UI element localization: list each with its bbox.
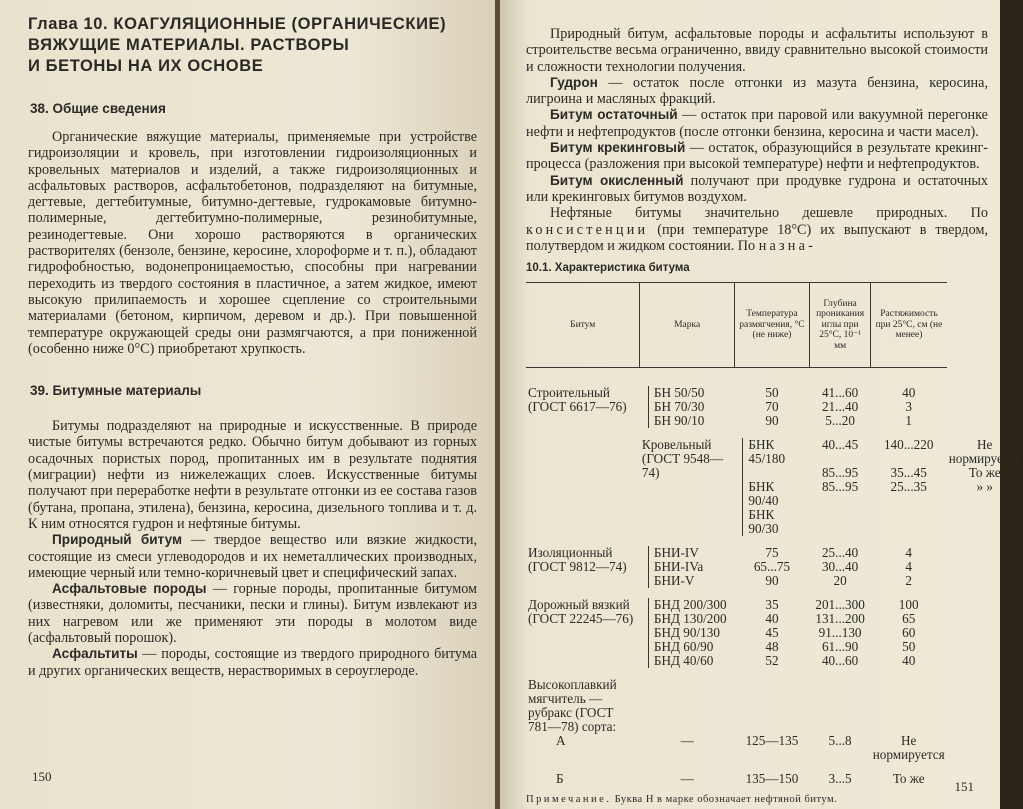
oil-text-spaced-1: консистенции: [526, 221, 649, 238]
chapter-title-line-1: Глава 10. КОАГУЛЯЦИОННЫЕ (ОРГАНИЧЕСКИЕ): [28, 15, 447, 33]
ductility-value: 3: [905, 399, 912, 415]
rubrax-brand: —: [680, 733, 694, 749]
cracking-paragraph: [526, 140, 988, 173]
cracking-text: — остаток, образующийся в результате крекинг-процесса (разложения при высокой температуре) нефти и нефтепродуктов.: [526, 140, 989, 173]
penetration-value: 35...45: [890, 465, 927, 481]
brand-value: БНД 200/300: [653, 597, 727, 613]
softening-value: 48: [765, 639, 779, 655]
brand-value: БНИ-IV: [653, 545, 699, 561]
softening-cell: [734, 368, 809, 429]
table-row: [526, 598, 1023, 668]
oil-text-middle: (при температуре 18°С) их выпускают в твердом, полутвердом и жидком состоянии. По: [526, 221, 988, 254]
penetration-value: 40...60: [821, 653, 859, 669]
asphalt-rocks-text: — горные породы, пропитанные битумом (известняки, доломиты, песчаники, пески и глины). Битум извлекают из них нагревом или же применяют эти породы в молотом виде (асфальтовый порошок).: [28, 581, 478, 647]
tar-text: — остаток после отгонки из мазута бензина, керосина, лигроина и масляных фракций.: [526, 74, 988, 108]
table-row: [526, 546, 1023, 588]
note-label: Примечание.: [526, 794, 612, 806]
ductility-value: 4: [905, 545, 912, 561]
penetration-cell: [809, 368, 870, 429]
softening-value: 35: [765, 597, 779, 613]
softening-value: 45: [765, 625, 779, 641]
brand-cell: [648, 546, 732, 588]
ductility-value: 65: [902, 611, 916, 627]
header-bitumen: Битум: [526, 283, 640, 368]
header-penetration: Глубина проникания иглы при 25°С, 10⁻¹ мм: [809, 283, 870, 368]
softening-value: 40...45: [821, 437, 859, 453]
residual-term: Битум остаточный: [550, 107, 678, 123]
section-38-paragraph: Органические вяжущие материалы, применяемые при устройстве гидроизоляции и кровель, при изготовлении гидроизоляционных и кровельных материалов и изделий, а также гидроизоляционных и асфальтовых растворов, асфальтобетонов, подразделяют на битумные, дегтевые, дегтебитумные, битумно-дегтевые, гудрокамовые битумно-полимерные, дегтебитумно-полимерные, резинобитумные, резинодегтевые. Они хорошо растворяются в органических растворителях (бензоле, бензине, керосине, хлороформе и т. п.), обладают гидрофобностью, водонепроницаемостью, способны при нагревании переходить из твердого состояния в пластичное, а затем жидкое, имеют высокую прилипаемость и хорошее сцепление со строительными материалами (бетоном, кирпичом, деревом и др.). При повышенной температуре окружающей среды они размягчаются, а при пониженной (особенно ниже 0°С) приобретают хрупкость.: [28, 129, 477, 357]
left-page-number: 150: [32, 769, 52, 784]
brand-value: БН 50/50: [653, 385, 705, 401]
penetration-value: 21...40: [821, 399, 859, 415]
table-row: [526, 734, 1023, 762]
brand-cell: [648, 598, 732, 668]
asphalt-rocks-term: Асфальтовые породы: [52, 581, 207, 597]
ductility-cell: [871, 546, 947, 588]
rubrax-ductility: То же: [892, 771, 925, 787]
ductility-value: 40: [902, 385, 916, 401]
oxidized-text: получают при продувке гудрона и остаточных или крекинговых битумов воздухом.: [526, 172, 988, 205]
penetration-value: 131...200: [815, 611, 865, 627]
softening-cell: [734, 546, 809, 588]
cracking-term: Битум крекинговый: [550, 140, 686, 156]
penetration-value: 91...130: [818, 625, 862, 641]
brand-value: БНД 90/130: [653, 625, 720, 641]
bitumen-table: [526, 282, 1023, 786]
softening-value: 52: [765, 653, 779, 669]
softening-cell: [809, 438, 870, 536]
chapter-title: [28, 14, 477, 77]
header-ductility: Растяжимость при 25°С, см (не менее): [871, 283, 947, 368]
ductility-value: 60: [902, 625, 916, 641]
penetration-value: 30...40: [821, 559, 859, 575]
chapter-title-line-2: ВЯЖУЩИЕ МАТЕРИАЛЫ. РАСТВОРЫ: [28, 36, 350, 54]
penetration-cell: [809, 598, 870, 668]
penetration-cell: [809, 546, 870, 588]
ductility-cell: [871, 368, 947, 429]
chapter-title-line-3: И БЕТОНЫ НА ИХ ОСНОВЕ: [28, 57, 264, 75]
ductility-value: 40: [902, 653, 916, 669]
penetration-value: 25...40: [821, 545, 859, 561]
softening-value: 70: [765, 399, 779, 415]
brand-value: БНИ-V: [653, 573, 695, 589]
penetration-value: 61...90: [821, 639, 859, 655]
table-row: [526, 678, 1023, 734]
brand-value: БНК 90/30: [748, 507, 779, 537]
tar-paragraph: [526, 75, 988, 108]
header-brand: Марка: [640, 283, 734, 368]
softening-value: 40: [765, 611, 779, 627]
penetration-value: 140...220: [883, 437, 934, 453]
rubrax-softening: 135—150: [745, 771, 799, 787]
group-name: Дорожный вязкий (ГОСТ 22245—76): [528, 597, 634, 627]
asphaltites-text: — породы, состоящие из твердого природного битума и других органических веществ, нерастворимых в сероуглероде.: [28, 646, 477, 679]
penetration-value: 20: [833, 573, 847, 589]
ductility-value: То же: [968, 465, 1001, 481]
header-softening: Температура размягчения, °С (не ниже): [734, 283, 809, 368]
softening-value: 85...95: [821, 479, 859, 495]
table-header-row: [526, 283, 1023, 368]
oxidized-term: Битум окисленный: [550, 172, 684, 188]
ductility-value: 50: [902, 639, 916, 655]
right-page: [500, 0, 1021, 809]
softening-value: 85...95: [821, 465, 859, 481]
rubrax-penetration: 5...8: [828, 733, 852, 749]
residual-paragraph: [526, 107, 988, 140]
rubrax-brand: —: [680, 771, 694, 787]
ductility-value: 2: [905, 573, 912, 589]
group-name: Строительный (ГОСТ 6617—76): [528, 385, 627, 415]
rubrax-ductility: Не нормируется: [872, 733, 945, 763]
brand-value: БНК 90/40: [748, 479, 779, 509]
ductility-value: » »: [976, 479, 993, 495]
tar-term: Гудрон: [550, 74, 598, 90]
brand-value: БНД 60/90: [653, 639, 714, 655]
rubrax-softening: 125—135: [745, 733, 799, 749]
section-38-title: 38. Общие сведения: [30, 101, 166, 116]
oil-bitumen-paragraph: [526, 205, 988, 254]
asphalt-rocks-paragraph: [28, 581, 477, 646]
group-name: Изоляционный (ГОСТ 9812—74): [528, 545, 627, 575]
ductility-cell: [871, 598, 947, 668]
rubrax-penetration: 3...5: [828, 771, 852, 787]
brand-value: БНД 40/60: [653, 653, 714, 669]
natural-bitumen-paragraph: [28, 532, 477, 581]
penetration-value: 201...300: [815, 597, 865, 613]
softening-cell: [734, 598, 809, 668]
note-text: Буква Н в марке обозначает нефтяной битум.: [611, 794, 838, 806]
penetration-value: 25...35: [890, 479, 927, 495]
brand-value: БНИ-IVa: [653, 559, 704, 575]
rubrax-grade: А: [556, 733, 566, 749]
ductility-cell: [947, 438, 1023, 536]
intro-paragraph: Природный битум, асфальтовые породы и асфальтиты используют в строительстве весьма ограниченно, ввиду сравнительно высокой стоимости и сложности технологии получения.: [526, 26, 988, 75]
ductility-value: Не нормируется: [948, 437, 1021, 467]
natural-bitumen-text: — твердое вещество или вязкие жидкости, состоящие из смеси углеводородов и их неметаллических производных, имеющие черный или темно-коричневый цвет и специфический запах.: [28, 532, 477, 581]
penetration-cell: [871, 438, 947, 536]
ductility-value: 4: [905, 559, 912, 575]
asphaltites-term: Асфальтиты: [52, 646, 138, 662]
softening-value: 75: [765, 545, 779, 561]
ductility-value: 1: [905, 413, 912, 429]
oil-text-spaced-2: назна-: [758, 237, 817, 254]
residual-text: — остаток при паровой или вакуумной перегонке нефти и нефтепродуктов (после отгонки бензина, керосина и части масел).: [526, 107, 988, 140]
table-note: [526, 794, 988, 805]
softening-value: 90: [765, 413, 779, 429]
brand-value: БН 90/10: [653, 413, 705, 429]
softening-value: 90: [765, 573, 779, 589]
ductility-value: 100: [898, 597, 919, 613]
penetration-value: 41...60: [821, 385, 859, 401]
left-page: [0, 0, 497, 809]
softening-value: 50: [765, 385, 779, 401]
oil-text-before: Нефтяные битумы значительно дешевле природных. По: [550, 205, 988, 222]
section-39-title: 39. Битумные материалы: [30, 383, 202, 399]
group-name: Кровельный (ГОСТ 9548—74): [641, 437, 724, 481]
oxidized-paragraph: [526, 173, 988, 206]
right-page-number: 151: [954, 779, 974, 794]
rubrax-name: Высокоплавкий мягчитель — рубракс (ГОСТ 781—78) сорта:: [528, 677, 617, 735]
brand-value: БНК 45/180: [748, 437, 786, 467]
brand-value: БНД 130/200: [653, 611, 727, 627]
penetration-value: 5...20: [825, 413, 855, 429]
natural-bitumen-term: Природный битум: [52, 532, 183, 548]
table-title: 10.1. Характеристика битума: [526, 262, 690, 275]
section-39-paragraph: Битумы подразделяют на природные и искусственные. В природе чистые битумы встречаются редко. Обычно битум добывают из горных осадочных пористых пород, пропитанных им в результате поднятия (миграции) нефти из нижележащих слоев. Искусственные битумы получают при переработке нефти в результате отгонки из ее состава газов (бутана, пропана, этилена), бензина, керосина, дизельного топлива и т. д. К ним относятся гудрон и нефтяные битумы.: [28, 418, 477, 532]
table-row: [526, 368, 1023, 429]
brand-value: БН 70/30: [653, 399, 705, 415]
softening-value: 65...75: [753, 559, 791, 575]
brand-cell: [648, 386, 732, 428]
table-row: [526, 772, 1023, 786]
rubrax-grade: Б: [556, 771, 564, 787]
brand-cell: [742, 438, 807, 536]
asphaltites-paragraph: [28, 646, 477, 679]
